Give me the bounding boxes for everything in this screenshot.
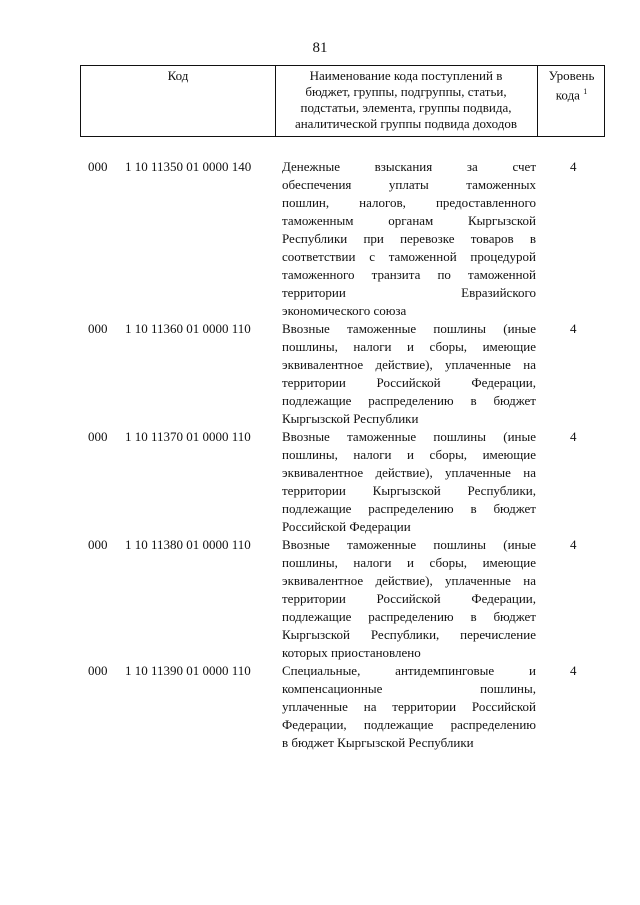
row-name <box>282 158 536 320</box>
table-header <box>80 65 605 137</box>
row-name-line: Республики при перевозке товаров в <box>282 231 536 246</box>
row-name-line: пошлины, налоги и сборы, имеющие <box>282 447 536 462</box>
row-name-line: соответствии с таможенной процедурой <box>282 249 536 264</box>
header-name <box>275 66 538 136</box>
row-name-line: пошлин, налогов, предоставленного <box>282 195 536 210</box>
row-name <box>282 536 536 662</box>
row-level: 4 <box>570 429 577 444</box>
row-name-line: которых приостановлено <box>282 645 421 660</box>
row-name-line: Российской Федерации <box>282 519 411 534</box>
row-level: 4 <box>570 537 577 552</box>
row-prefix: 000 <box>88 663 108 678</box>
header-level-line: Уровень <box>548 68 595 83</box>
row-name-line: Денежные взыскания за счет <box>282 159 536 174</box>
row-name-line: Ввозные таможенные пошлины (иные <box>282 537 536 552</box>
header-level-line: кода $^1$ <box>555 87 588 103</box>
row-name-line: в бюджет Кыргызской Республики <box>282 735 474 750</box>
row-name-line: подлежащие распределению в бюджет <box>282 609 536 624</box>
row-name <box>282 428 536 536</box>
row-name-line: Кыргызской Республики <box>282 411 419 426</box>
row-code: 1 10 11350 01 0000 140 <box>125 159 252 174</box>
row-name-line: Ввозные таможенные пошлины (иные <box>282 429 536 444</box>
row-level: 4 <box>570 321 577 336</box>
header-code: Код <box>81 66 276 136</box>
row-name-line: Ввозные таможенные пошлины (иные <box>282 321 536 336</box>
row-prefix: 000 <box>88 159 108 174</box>
row-code: 1 10 11370 01 0000 110 <box>125 429 251 444</box>
header-name-line: бюджет, группы, подгруппы, статьи, <box>305 84 507 99</box>
row-name-line: компенсационные пошлины, <box>282 681 536 696</box>
row-name-line: эквивалентное действие), уплаченные на <box>282 465 536 480</box>
row-name-line: таможенного транзита по таможенной <box>282 267 536 282</box>
row-name-line: территории Евразийского <box>282 285 536 300</box>
row-name-line: Федерации, подлежащие распределению <box>282 717 536 732</box>
row-prefix: 000 <box>88 321 108 336</box>
table-row <box>0 662 640 752</box>
row-name-line: эквивалентное действие), уплаченные на <box>282 573 536 588</box>
table-row <box>0 320 640 428</box>
row-name-line: пошлины, налоги и сборы, имеющие <box>282 339 536 354</box>
row-name-line: обеспечения уплаты таможенных <box>282 177 536 192</box>
row-name-line: подлежащие распределению в бюджет <box>282 501 536 516</box>
row-name-line: эквивалентное действие), уплаченные на <box>282 357 536 372</box>
row-level: 4 <box>570 663 577 678</box>
row-name-line: Специальные, антидемпинговые и <box>282 663 536 678</box>
header-level <box>538 66 605 136</box>
row-name-line: экономического союза <box>282 303 407 318</box>
header-name-line: Наименование кода поступлений в <box>309 68 503 83</box>
table-row <box>0 158 640 320</box>
row-prefix: 000 <box>88 537 108 552</box>
row-name-line: Кыргызской Республики, перечисление <box>282 627 536 642</box>
row-code: 1 10 11380 01 0000 110 <box>125 537 251 552</box>
row-name-line: уплаченные на территории Российской <box>282 699 536 714</box>
row-level: 4 <box>570 159 577 174</box>
page-number: 81 <box>312 40 328 56</box>
header-name-line: подстатьи, элемента, группы подвида, <box>300 100 512 115</box>
row-prefix: 000 <box>88 429 108 444</box>
table-body <box>0 158 640 752</box>
row-name-line: территории Российской Федерации, <box>282 591 536 606</box>
table-row <box>0 536 640 662</box>
row-name-line: территории Кыргызской Республики, <box>282 483 536 498</box>
row-name <box>282 320 536 428</box>
header-name-line: аналитической группы подвида доходов <box>294 116 518 131</box>
row-name-line: пошлины, налоги и сборы, имеющие <box>282 555 536 570</box>
row-name <box>282 662 536 752</box>
row-name-line: таможенным органам Кыргызской <box>282 213 536 228</box>
row-name-line: территории Российской Федерации, <box>282 375 536 390</box>
row-code: 1 10 11360 01 0000 110 <box>125 321 251 336</box>
row-name-line: подлежащие распределению в бюджет <box>282 393 536 408</box>
table-row <box>0 428 640 536</box>
row-code: 1 10 11390 01 0000 110 <box>125 663 251 678</box>
footnote-marker: 1 <box>583 87 588 96</box>
